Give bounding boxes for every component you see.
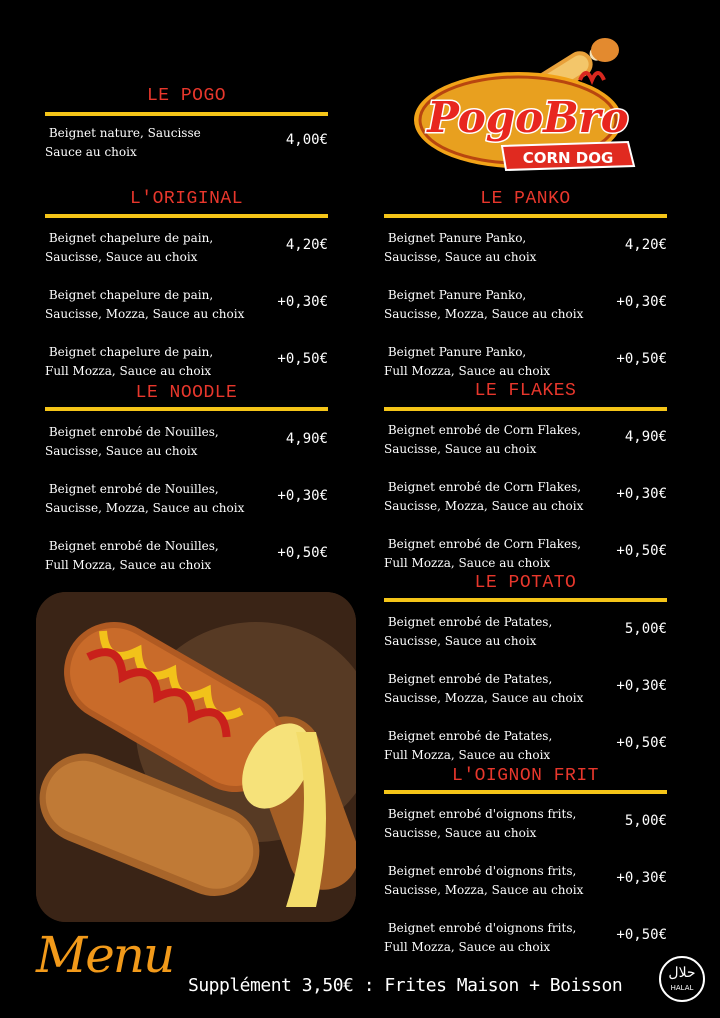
item-description: Beignet enrobé de Corn Flakes, Saucisse, Mozza, Sauce au choix bbox=[384, 480, 584, 513]
section-le-panko bbox=[384, 189, 667, 389]
section-title: LE POTATO bbox=[474, 573, 577, 593]
item-price: +0,30€ bbox=[277, 294, 328, 310]
item-price: 4,20€ bbox=[624, 237, 667, 253]
menu-item bbox=[384, 670, 667, 710]
section-le-noodle bbox=[45, 383, 328, 583]
menu-item bbox=[45, 480, 328, 520]
menu-item bbox=[384, 535, 667, 575]
halal-arabic: حلال bbox=[668, 965, 696, 981]
item-price: 4,90€ bbox=[285, 431, 328, 447]
section-le-flakes bbox=[384, 381, 667, 581]
brand-name: PogoBro bbox=[427, 93, 629, 142]
item-description: Beignet enrobé de Corn Flakes, Saucisse, Sauce au choix bbox=[384, 423, 582, 456]
halal-badge bbox=[659, 956, 705, 1002]
item-description: Beignet chapelure de pain, Saucisse, Mozza, Sauce au choix bbox=[45, 288, 245, 321]
item-description: Beignet enrobé de Nouilles, Full Mozza, Sauce au choix bbox=[45, 539, 219, 572]
item-price: 4,90€ bbox=[624, 429, 667, 445]
menu-item bbox=[45, 286, 328, 326]
menu-item bbox=[384, 229, 667, 269]
menu-item bbox=[384, 478, 667, 518]
item-price: +0,50€ bbox=[616, 735, 667, 751]
section-title: LE FLAKES bbox=[474, 381, 577, 401]
item-description: Beignet enrobé d'oignons frits, Full Mozza, Sauce au choix bbox=[384, 921, 577, 954]
section-l-oignon-frit bbox=[384, 766, 667, 966]
item-description: Beignet nature, Saucisse Sauce au choix bbox=[45, 126, 201, 159]
section-divider bbox=[45, 112, 328, 116]
menu-item bbox=[384, 727, 667, 767]
menu-item bbox=[45, 229, 328, 269]
item-description: Beignet enrobé d'oignons frits, Saucisse, Sauce au choix bbox=[384, 807, 577, 840]
item-price: +0,30€ bbox=[616, 678, 667, 694]
item-price: +0,50€ bbox=[616, 351, 667, 367]
section-divider bbox=[384, 214, 667, 218]
section-divider bbox=[384, 598, 667, 602]
menu-item bbox=[384, 862, 667, 902]
section-divider bbox=[384, 407, 667, 411]
section-le-potato bbox=[384, 573, 667, 773]
menu-item bbox=[45, 124, 328, 164]
item-description: Beignet enrobé de Patates, Full Mozza, Sauce au choix bbox=[384, 729, 553, 762]
item-price: +0,30€ bbox=[277, 488, 328, 504]
section-title: LE POGO bbox=[146, 86, 227, 106]
section-divider bbox=[45, 214, 328, 218]
item-price: +0,50€ bbox=[616, 543, 667, 559]
item-price: 4,00€ bbox=[285, 132, 328, 148]
menu-item bbox=[384, 286, 667, 326]
item-description: Beignet chapelure de pain, Full Mozza, Sauce au choix bbox=[45, 345, 214, 378]
item-price: +0,50€ bbox=[277, 545, 328, 561]
item-description: Beignet enrobé de Nouilles, Saucisse, Mozza, Sauce au choix bbox=[45, 482, 245, 515]
section-le-pogo bbox=[45, 86, 328, 166]
menu-item bbox=[384, 421, 667, 461]
item-price: +0,30€ bbox=[616, 294, 667, 310]
menu-item bbox=[384, 343, 667, 383]
menu-item bbox=[384, 919, 667, 959]
item-price: +0,50€ bbox=[616, 927, 667, 943]
menu-item bbox=[45, 343, 328, 383]
item-price: +0,50€ bbox=[277, 351, 328, 367]
section-divider bbox=[384, 790, 667, 794]
item-description: Beignet enrobé de Patates, Saucisse, Mozza, Sauce au choix bbox=[384, 672, 584, 705]
section-title: LE NOODLE bbox=[135, 383, 238, 403]
item-price: 5,00€ bbox=[624, 813, 667, 829]
brand-logo bbox=[410, 12, 645, 172]
item-description: Beignet enrobé de Nouilles, Saucisse, Sauce au choix bbox=[45, 425, 219, 458]
item-description: Beignet Panure Panko, Full Mozza, Sauce au choix bbox=[384, 345, 551, 378]
halal-label: HALAL bbox=[670, 984, 694, 992]
item-description: Beignet chapelure de pain, Saucisse, Sauce au choix bbox=[45, 231, 214, 264]
brand-subtitle: CORN DOG bbox=[522, 149, 614, 167]
corn-dog-photo bbox=[36, 592, 356, 922]
item-description: Beignet enrobé d'oignons frits, Saucisse, Mozza, Sauce au choix bbox=[384, 864, 584, 897]
supplement-text: Supplément 3,50€ : Frites Maison + Boisson bbox=[188, 975, 623, 996]
section-title: L'ORIGINAL bbox=[129, 189, 244, 209]
menu-item bbox=[45, 537, 328, 577]
menu-item bbox=[384, 613, 667, 653]
item-description: Beignet enrobé de Patates, Saucisse, Sauce au choix bbox=[384, 615, 553, 648]
item-description: Beignet Panure Panko, Saucisse, Mozza, Sauce au choix bbox=[384, 288, 584, 321]
item-price: +0,30€ bbox=[616, 870, 667, 886]
section-title: L'OIGNON FRIT bbox=[452, 766, 599, 786]
section-title: LE PANKO bbox=[480, 189, 571, 209]
section-divider bbox=[45, 407, 328, 411]
menu-item bbox=[384, 805, 667, 845]
menu-script-title: Menu bbox=[36, 926, 174, 984]
item-price: 5,00€ bbox=[624, 621, 667, 637]
menu-item bbox=[45, 423, 328, 463]
item-price: 4,20€ bbox=[285, 237, 328, 253]
item-description: Beignet enrobé de Corn Flakes, Full Mozza, Sauce au choix bbox=[384, 537, 582, 570]
section-l-original bbox=[45, 189, 328, 389]
item-description: Beignet Panure Panko, Saucisse, Sauce au choix bbox=[384, 231, 537, 264]
item-price: +0,30€ bbox=[616, 486, 667, 502]
